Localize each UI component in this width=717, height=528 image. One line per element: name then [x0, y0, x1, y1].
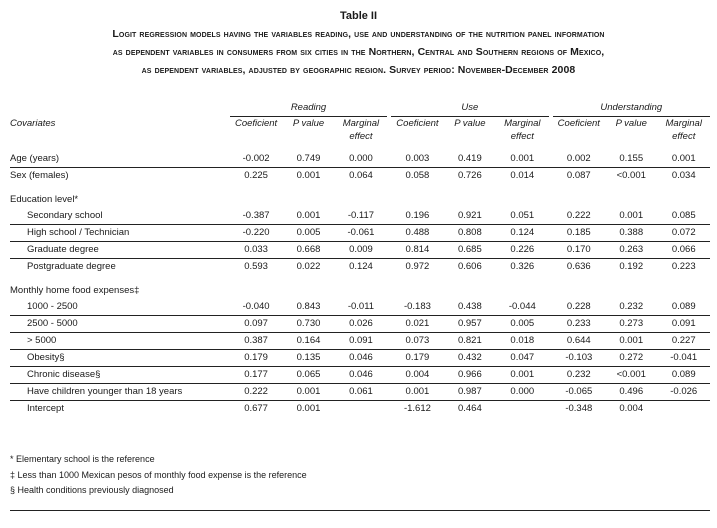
header-text: P value	[454, 118, 486, 129]
row-label: 2500 - 5000	[10, 316, 230, 333]
cell-value: 0.061	[335, 384, 387, 401]
cell-value: 0.196	[391, 208, 443, 225]
row-label: Have children younger than 18 years	[10, 384, 230, 401]
cell-value: 0.227	[657, 333, 710, 350]
cell-value: 0.228	[553, 299, 605, 316]
table-header	[10, 100, 710, 143]
cell-value: 0.034	[671, 170, 696, 181]
row-label: Obesity§	[10, 350, 230, 367]
table-title-line: as dependent variables in consumers from six cities in the Northern, Central and Southern regions of Mexico,	[112, 46, 605, 58]
cell-value: 0.326	[510, 261, 535, 272]
cell-value	[230, 192, 282, 208]
coefficient-header	[391, 117, 443, 144]
cell-value: -0.002	[230, 151, 282, 168]
row-label: Sex (females)	[10, 170, 69, 181]
cell-value: 0.419	[444, 151, 496, 168]
cell-value: 0.273	[605, 316, 657, 333]
coefficient-header	[230, 117, 282, 144]
cell-value: 0.808	[444, 225, 496, 242]
cell-value: 0.066	[657, 242, 710, 259]
cell-value: <0.001	[616, 170, 646, 181]
cell-value: 0.987	[444, 384, 496, 401]
cell-value	[553, 283, 605, 299]
cell-value: 0.179	[391, 350, 443, 367]
cell-value: 0.223	[671, 261, 696, 272]
section-header-row	[10, 192, 710, 208]
cell-value: 0.155	[605, 151, 657, 168]
cell-value	[335, 283, 387, 299]
cell-value	[230, 283, 282, 299]
cell-value	[496, 192, 548, 208]
header-text: P value	[615, 118, 647, 129]
cell-value: -0.026	[657, 384, 710, 401]
cell-value: 0.085	[657, 208, 710, 225]
cell-value: 0.009	[335, 242, 387, 259]
cell-value: 0.004	[391, 367, 443, 384]
header-text: effect	[510, 131, 534, 142]
cell-value: 0.046	[335, 350, 387, 367]
cell-value: 0.087	[566, 170, 591, 181]
table-row	[10, 367, 710, 384]
cell-value: 0.185	[553, 225, 605, 242]
cell-value	[391, 192, 443, 208]
cell-value: 0.606	[457, 261, 482, 272]
row-label: Education level*	[10, 194, 79, 205]
table-row	[10, 316, 710, 333]
table-row	[10, 299, 710, 316]
cell-value: 0.170	[553, 242, 605, 259]
cell-value: 0.003	[391, 151, 443, 168]
header-text: Marginal	[504, 118, 541, 129]
cell-value: -0.220	[230, 225, 282, 242]
cell-value: -0.065	[553, 384, 605, 401]
row-label: Monthly home food expenses‡	[10, 285, 140, 296]
cell-value: 0.124	[349, 261, 373, 272]
cell-value: -0.348	[565, 403, 593, 414]
cell-value: 0.636	[566, 261, 591, 272]
cell-value	[444, 192, 496, 208]
cell-value: 0.046	[335, 367, 387, 384]
cell-value: 0.000	[335, 151, 387, 168]
table-row	[10, 242, 710, 259]
cell-value: 0.033	[230, 242, 282, 259]
cell-value: 0.921	[444, 208, 496, 225]
cell-value: 0.177	[230, 367, 282, 384]
cell-value: 0.073	[391, 333, 443, 350]
spacer-row	[10, 275, 710, 283]
cell-value: 0.001	[296, 170, 321, 181]
cell-value: 0.072	[657, 225, 710, 242]
cell-value: 0.387	[230, 333, 282, 350]
cell-value: -0.011	[335, 299, 387, 316]
cell-value: 0.644	[553, 333, 605, 350]
table-label: Table II	[339, 10, 378, 22]
cell-value: 0.097	[230, 316, 282, 333]
spacer-row	[10, 143, 710, 151]
p-value-header	[605, 117, 657, 144]
cell-value: 0.001	[391, 384, 443, 401]
cell-value: 0.226	[496, 242, 548, 259]
cell-value: 0.065	[282, 367, 334, 384]
cell-value: 0.192	[619, 261, 644, 272]
table-row	[10, 151, 710, 168]
cell-value: <0.001	[605, 367, 657, 384]
cell-value: 0.051	[496, 208, 548, 225]
cell-value: 0.222	[230, 384, 282, 401]
cell-value: 0.179	[230, 350, 282, 367]
cell-value: 0.232	[605, 299, 657, 316]
cell-value: 0.233	[553, 316, 605, 333]
cell-value: 0.966	[444, 367, 496, 384]
cell-value: 0.164	[282, 333, 334, 350]
group-header-reading: Reading	[230, 100, 387, 117]
footnote: ‡ Less than 1000 Mexican pesos of monthly food expense is the reference	[10, 469, 307, 480]
cell-value	[282, 192, 334, 208]
cell-value: 0.021	[391, 316, 443, 333]
cell-value: 0.022	[296, 261, 321, 272]
cell-value: 0.018	[496, 333, 548, 350]
cell-value: 0.388	[605, 225, 657, 242]
row-label: Postgraduate degree	[27, 261, 116, 272]
cell-value: 0.047	[496, 350, 548, 367]
group-header-understanding: Understanding	[553, 100, 710, 117]
cell-value: 0.001	[605, 333, 657, 350]
cell-value: 0.222	[553, 208, 605, 225]
cell-value: 0.014	[510, 170, 535, 181]
cell-value: 0.593	[244, 261, 268, 272]
cell-value: 0.001	[496, 367, 548, 384]
cell-value: 0.001	[282, 208, 334, 225]
covariates-header: Covariates	[10, 117, 56, 129]
table-row	[10, 350, 710, 367]
row-label: Age (years)	[10, 151, 230, 168]
cell-value: -0.061	[335, 225, 387, 242]
cell-value: 0.004	[619, 403, 644, 414]
table-row	[10, 384, 710, 401]
group-header-use: Use	[391, 100, 548, 117]
cell-value: 0.972	[405, 261, 430, 272]
cell-value: 0.001	[605, 208, 657, 225]
cell-value: 0.001	[657, 151, 710, 168]
cell-value	[335, 401, 387, 418]
regression-table	[10, 100, 710, 417]
cell-value: 0.438	[444, 299, 496, 316]
cell-value: 0.730	[282, 316, 334, 333]
cell-value	[282, 283, 334, 299]
cell-value: 0.124	[496, 225, 548, 242]
cell-value: -0.117	[335, 208, 387, 225]
cell-value: 0.496	[605, 384, 657, 401]
cell-value: -1.612	[403, 403, 431, 414]
footnotes	[10, 452, 307, 499]
cell-value: 0.821	[444, 333, 496, 350]
cell-value: 0.677	[244, 403, 268, 414]
cell-value: -0.040	[230, 299, 282, 316]
table-title-line: as dependent variables, adjusted by geographic region. Survey period: November-December 2008	[141, 64, 576, 76]
table-row	[10, 401, 710, 418]
row-label: Graduate degree	[10, 242, 230, 259]
cell-value: 0.005	[282, 225, 334, 242]
cell-value: 0.001	[296, 403, 321, 414]
cell-value: 0.001	[496, 151, 548, 168]
cell-value: 0.843	[282, 299, 334, 316]
cell-value: 0.464	[457, 403, 482, 414]
p-value-header	[444, 117, 496, 144]
cell-value: 0.091	[335, 333, 387, 350]
header-text: Marginal	[342, 118, 380, 129]
table-row	[10, 259, 710, 276]
cell-value	[657, 283, 710, 299]
cell-value: -0.103	[553, 350, 605, 367]
cell-value: 0.726	[457, 170, 482, 181]
cell-value: 0.089	[657, 367, 710, 384]
cell-value: 0.957	[444, 316, 496, 333]
row-label: 1000 - 2500	[10, 299, 230, 316]
cell-value: 0.005	[496, 316, 548, 333]
cell-value: 0.488	[391, 225, 443, 242]
bottom-rule	[10, 510, 710, 511]
cell-value: 0.135	[282, 350, 334, 367]
header-text: effect	[672, 131, 696, 142]
marginal-effect-header	[657, 117, 710, 144]
cell-value	[444, 283, 496, 299]
header-text: effect	[349, 131, 373, 142]
cell-value	[335, 192, 387, 208]
cell-value: -0.183	[391, 299, 443, 316]
row-label: Secondary school	[10, 208, 230, 225]
cell-value: 0.058	[405, 170, 430, 181]
row-label: Chronic disease§	[10, 367, 230, 384]
header-text: Coeficient	[234, 118, 278, 129]
cell-value	[657, 192, 710, 208]
cell-value: 0.000	[496, 384, 548, 401]
cell-value: 0.685	[444, 242, 496, 259]
spacer-row	[10, 184, 710, 192]
footnote: § Health conditions previously diagnosed	[10, 485, 174, 495]
coefficient-header	[553, 117, 605, 144]
cell-value	[496, 401, 548, 418]
p-value-header	[282, 117, 334, 144]
cell-value: 0.263	[605, 242, 657, 259]
table-row	[10, 208, 710, 225]
cell-value	[605, 283, 657, 299]
cell-value: 0.272	[605, 350, 657, 367]
cell-value: 0.225	[244, 170, 268, 181]
cell-value: 0.064	[349, 170, 373, 181]
cell-value: -0.044	[496, 299, 548, 316]
header-text: Marginal	[665, 118, 702, 129]
table-row	[10, 333, 710, 350]
cell-value: 0.091	[657, 316, 710, 333]
cell-value: 0.749	[282, 151, 334, 168]
table-title-line: Logit regression models having the variables reading, use and understanding of the nutrition panel information	[112, 28, 605, 40]
cell-value	[391, 283, 443, 299]
cell-value: 0.089	[657, 299, 710, 316]
cell-value	[605, 192, 657, 208]
cell-value	[496, 283, 548, 299]
section-header-row	[10, 283, 710, 299]
marginal-effect-header	[496, 117, 548, 144]
cell-value: -0.387	[230, 208, 282, 225]
cell-value: 0.432	[444, 350, 496, 367]
marginal-effect-header	[335, 117, 387, 144]
cell-value	[553, 192, 605, 208]
cell-value: 0.001	[282, 384, 334, 401]
table-body	[10, 143, 710, 417]
header-text: Coeficient	[396, 118, 439, 129]
row-label: > 5000	[10, 333, 230, 350]
footnote: * Elementary school is the reference	[10, 454, 155, 464]
cell-value: 0.814	[391, 242, 443, 259]
cell-value: 0.232	[553, 367, 605, 384]
header-text: Coeficient	[557, 118, 600, 129]
cell-value: 0.668	[282, 242, 334, 259]
header-text: P value	[292, 118, 325, 129]
cell-value: -0.041	[657, 350, 710, 367]
row-label: High school / Technician	[10, 225, 230, 242]
cell-value: 0.026	[335, 316, 387, 333]
cell-value	[657, 401, 710, 418]
table-row	[10, 168, 710, 185]
row-label: Intercept	[27, 403, 64, 414]
table-row	[10, 225, 710, 242]
cell-value: 0.002	[553, 151, 605, 168]
